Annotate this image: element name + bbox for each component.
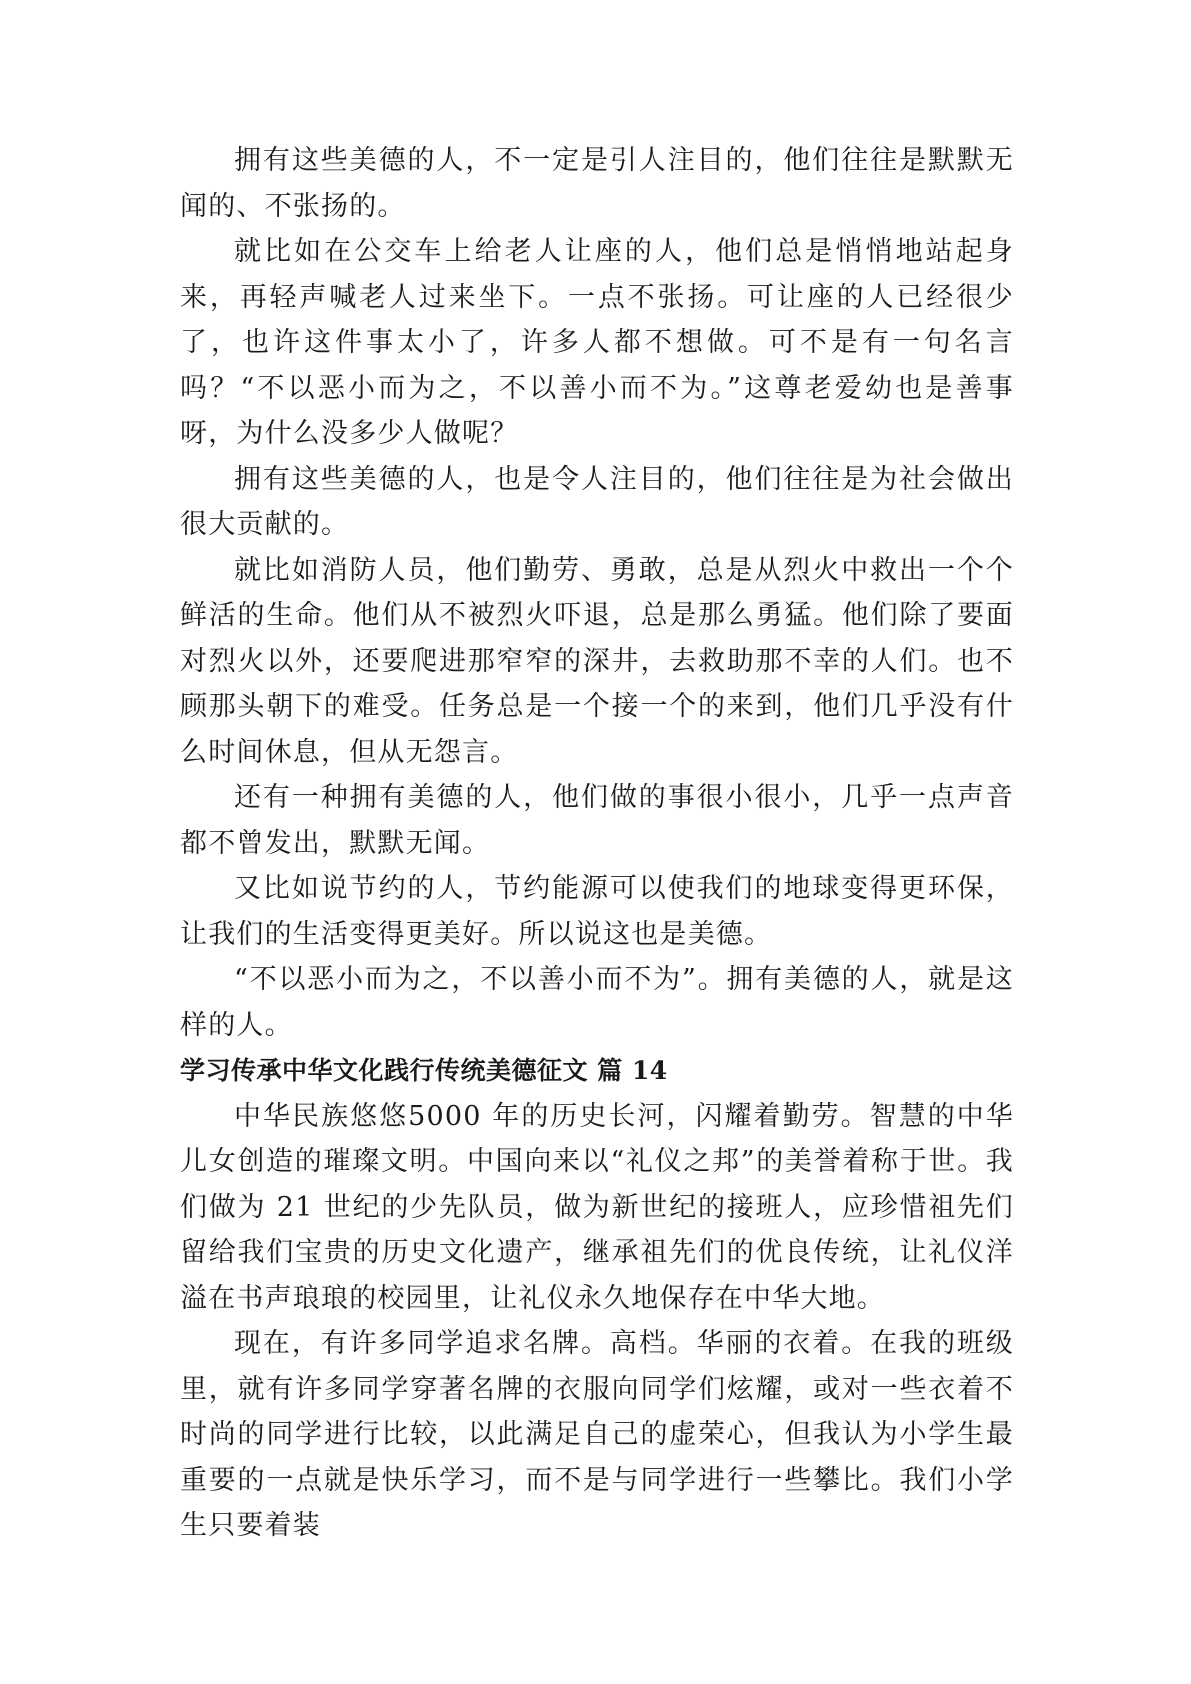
body-paragraph: 拥有这些美德的人，不一定是引人注目的，他们往往是默默无闻的、不张扬的。 (180, 145, 1014, 222)
body-paragraph: 就比如在公交车上给老人让座的人，他们总是悄悄地站起身来，再轻声喊老人过来坐下。一点不张扬。可让座的人已经很少了，也许这件事太小了，许多人都不想做。可不是有一句名言吗？“不以恶小而为之，不以善小而不为。”这尊老爱幼也是善事呀，为什么没多少人做呢？ (180, 236, 1014, 449)
body-paragraph: 又比如说节约的人，节约能源可以使我们的地球变得更环保，让我们的生活变得更美好。所以说这也是美德。 (180, 873, 1014, 950)
body-paragraph: 现在，有许多同学追求名牌。高档。华丽的衣着。在我的班级里，就有许多同学穿著名牌的衣服向同学们炫耀，或对一些衣着不时尚的同学进行比较，以此满足自己的虚荣心，但我认为小学生最重要的一点就是快乐学习，而不是与同学进行一些攀比。我们小学生只要着装 (180, 1328, 1014, 1541)
body-paragraph: 还有一种拥有美德的人，他们做的事很小很小，几乎一点声音都不曾发出，默默无闻。 (180, 782, 1014, 859)
body-paragraph: 拥有这些美德的人，也是令人注目的，他们往往是为社会做出很大贡献的。 (180, 463, 1014, 540)
document-page (180, 138, 1014, 1549)
body-paragraph: 中华民族悠悠5000 年的历史长河，闪耀着勤劳。智慧的中华儿女创造的璀璨文明。中国向来以“礼仪之邦”的美誉着称于世。我们做为 21 世纪的少先队员，做为新世纪的接班人，应珍惜祖先们留给我们宝贵的历史文化遗产，继承祖先们的优良传统，让礼仪洋溢在书声琅琅的校园里，让礼仪永久地保存在中华大地。 (180, 1100, 1014, 1314)
body-paragraph: 就比如消防人员，他们勤劳、勇敢，总是从烈火中救出一个个鲜活的生命。他们从不被烈火吓退，总是那么勇猛。他们除了要面对烈火以外，还要爬进那窄窄的深井，去救助那不幸的人们。也不顾那头朝下的难受。任务总是一个接一个的来到，他们几乎没有什么时间休息，但从无怨言。 (180, 554, 1014, 768)
body-paragraph: “不以恶小而为之，不以善小而不为”。拥有美德的人，就是这样的人。 (180, 964, 1014, 1041)
section-heading: 学习传承中华文化践行传统美德征文 篇 14 (180, 1056, 668, 1085)
